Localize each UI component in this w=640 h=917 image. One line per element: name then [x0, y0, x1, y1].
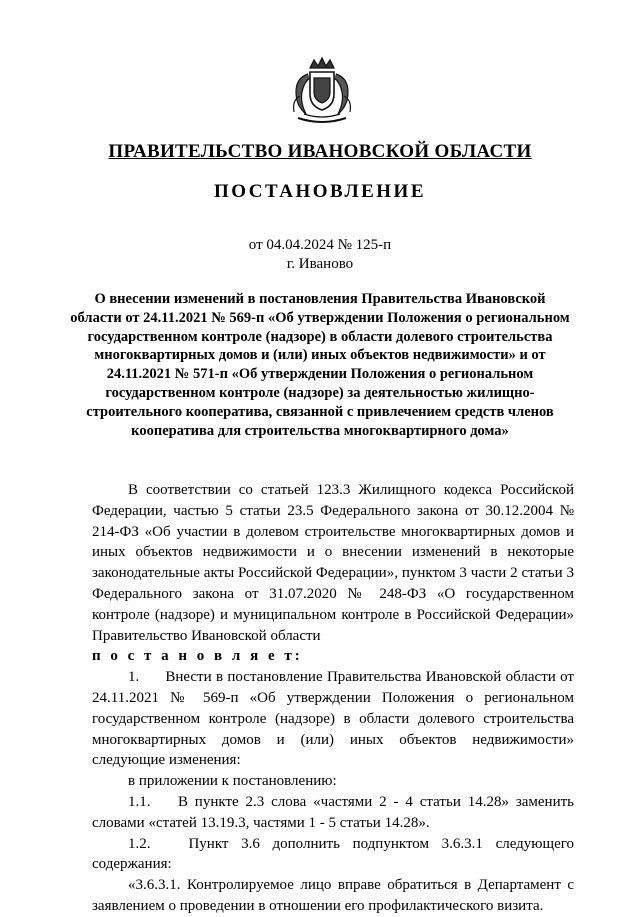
document-type: ПОСТАНОВЛЕНИЕ [213, 181, 427, 202]
city: г. Иваново [286, 256, 354, 272]
document-body [92, 480, 574, 917]
document-title: О внесении изменений в постановления Правительства Ивановской области от 24.11.2021 № 569-п «Об утверждении Положения о региональном государственном контроле (надзоре) в области долевого строительства многоквартирных домов и (или) иных объектов недвижимости» и от 24.11.2021 № 571-п «Об утверждении Положения о региональном государственном контроле (надзоре) за деятельностью жилищно-строительного кооператива, связанной с привлечением средств членов кооператива для строительства многоквартирного дома» [70, 291, 570, 439]
preamble-paragraph: В соответствии со статьей 123.3 Жилищного кодекса Российской Федерации, частью 5 статьи 23.5 Федерального закона от 30.12.2004 № 214-ФЗ «Об участии в долевом строительстве многоквартирных домов и иных объектов недвижимости и о внесении изменений в некоторые законодательные акты Российской Федерации», пунктом 3 части 2 статьи 3 Федерального закона от 31.07.2020 № 248-ФЗ «О государственном контроле (надзоре) и муниципальном контроле в Российской Федерации» Правительство Ивановской области [92, 482, 574, 644]
item-1-1: 1.1. В пункте 2.3 слова «частями 2 - 4 статьи 14.28» заменить словами «статей 13.19.3, частями 1 - 5 статьи 14.28». [92, 793, 574, 831]
coat-of-arms-icon [286, 56, 358, 128]
quote-paragraph: «3.6.3.1. Контролируемое лицо вправе обратиться в Департамент с заявлением о проведении в отношении его профилактического визита. [92, 877, 574, 914]
date-block [0, 236, 640, 274]
decree-word: п о с т а н о в л я е т: [92, 648, 303, 665]
organization-name: ПРАВИТЕЛЬСТВО ИВАНОВСКОЙ ОБЛАСТИ [108, 141, 532, 162]
date-number: от 04.04.2024 № 125-п [248, 237, 392, 253]
item-1: 1. Внести в постановление Правительства Ивановской области от 24.11.2021 № 569-п «Об утверждении Положения о региональном государственном контроле (надзоре) в области долевого строительства многоквартирных домов и (или) иных объектов недвижимости» следующие изменения: [92, 669, 574, 769]
item-1-2: 1.2. Пункт 3.6 дополнить подпунктом 3.6.3.1 следующего содержания: [92, 835, 574, 873]
annex-line: в приложении к постановлению: [128, 773, 337, 790]
